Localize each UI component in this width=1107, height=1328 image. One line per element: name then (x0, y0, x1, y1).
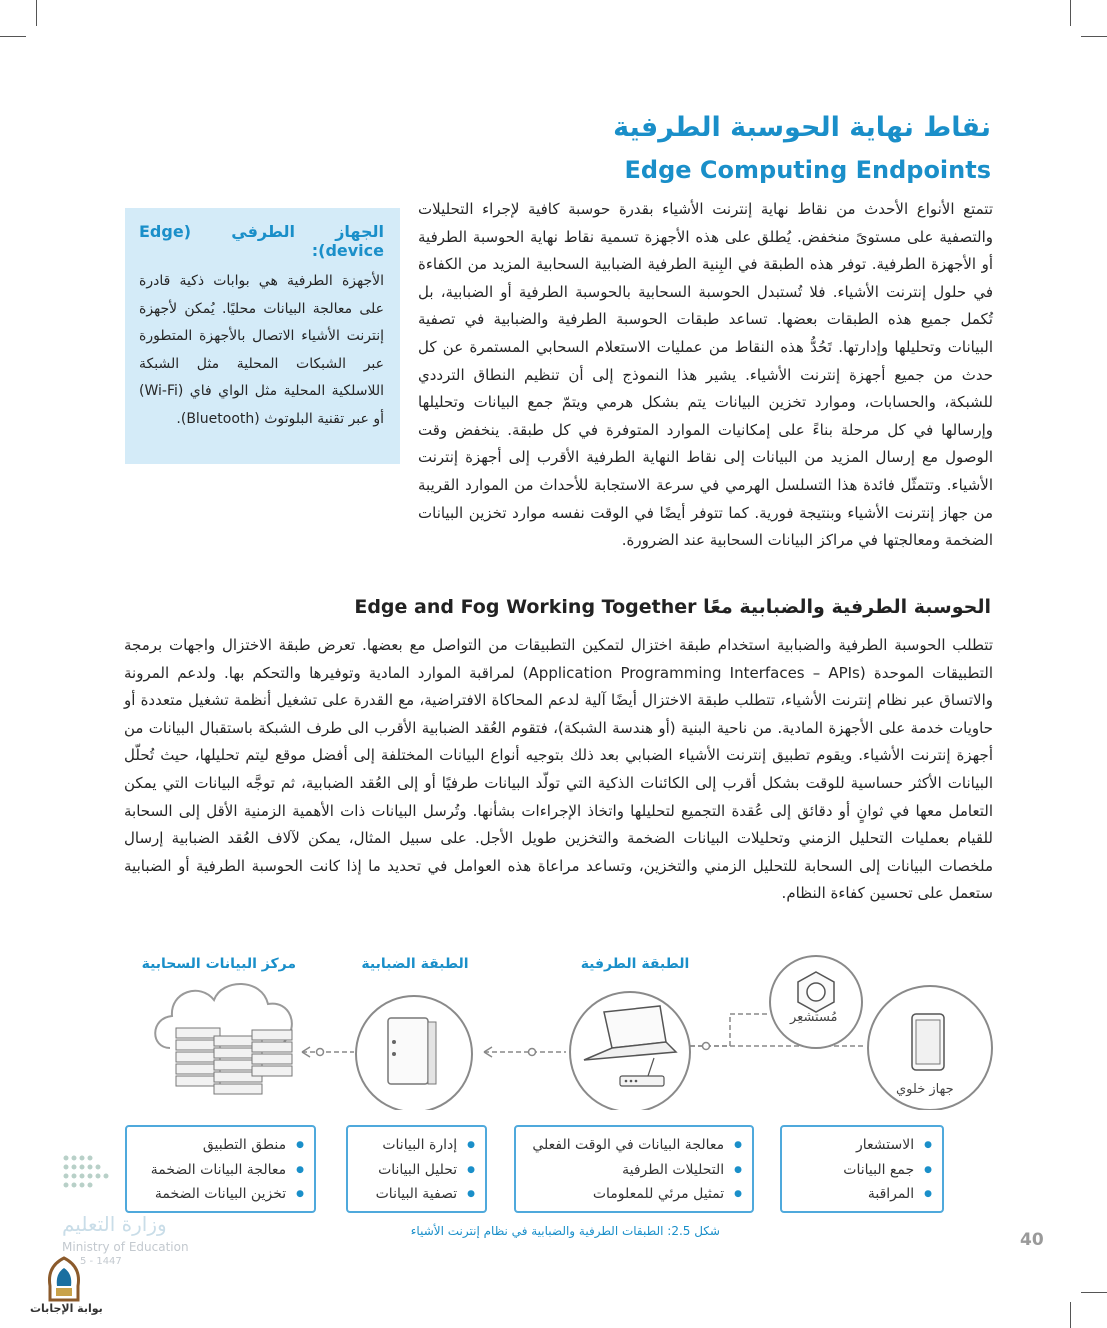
list-item: ● منطق التطبيق (135, 1133, 304, 1158)
section-heading-english: Edge and Fog Working Together (354, 596, 697, 618)
list-item: ● تمثيل مرئي للمعلومات (524, 1182, 742, 1207)
sensor-icon (770, 956, 862, 1048)
crop-mark (36, 0, 37, 26)
list-item: ● تخزين البيانات الضخمة (135, 1182, 304, 1207)
sensor-label: مُستشعِر (790, 1010, 838, 1025)
section-paragraph: تتطلب الحوسبة الطرفية والضبابية استخدام طبقة اختزال لتمكين التطبيقات من التواصل مع بعضها. تعرض طبقة الاختزال واجهات برمجة التطبيقات الموحدة (Application Programming Interfaces – APIs) لمراقبة الموارد المادية وتوفيرها والتحكم بها. ولدعم المرونة والاتساق عبر نظام إنترنت الأشياء، تتطلب طبقة الاختزال أيضًا آلية لدعم المحاكاة الافتراضية، مع القدرة على تشغيل أنظمة تشغيل متعددة أو حاويات خدمة على الأجهزة المادية. من ناحية البنية (أو هندسة الشبكة)، فتقوم العُقد الضبابية الأقرب الى طرف الشبكة باستقبال البيانات من أجهزة إنترنت الأشياء. ويقوم تطبيق إنترنت الأشياء الضبابي بعد ذلك بتوجيه أنواع البيانات المختلفة إلى أفضل موقع ليتم تحليلها، حيث تُحلّل البيانات الأكثر حساسية للوقت بشكل أقرب إلى الكائنات الذكية التي تولّد البيانات طرفيًا أو إلى العُقد الضبابية، ثم توجَّه البيانات التي يمكن التعامل معها في ثوانٍ أو دقائق إلى عُقدة التجميع لتحليلها واتخاذ الإجراءات بشأنها. وتُرسل البيانات ذات الأهمية الزمنية الأقل إلى السحابة للقيام بعمليات التحليل الزمني وتحليلات البيانات الضخمة والتخزين طويل الأجل. على سبيل المثال، يمكن لآلاف العُقد الضبابية إرسال ملخصات البيانات إلى السحابة للتحليل الزمني والتخزين، وتساعد مراعاة هذه العوامل في تحديد ما إذا كانت الحوسبة الطرفية أو الضبابية ستعمل على تحسين كفاءة النظام. (124, 636, 994, 903)
device-layer-box (780, 1125, 944, 1213)
list-item: ● إدارة البيانات (356, 1133, 475, 1158)
list-item: ● التحليلات الطرفية (524, 1158, 742, 1183)
fog-layer-box (346, 1125, 487, 1213)
layer-label-edge: الطبقة الطرفية (580, 956, 690, 972)
crop-mark (1070, 1302, 1071, 1328)
section-heading (291, 596, 991, 618)
list-item: ● معالجة البيانات الضخمة (135, 1158, 304, 1183)
list-item: ● معالجة البيانات في الوقت الفعلي (524, 1133, 742, 1158)
page-title-english: Edge Computing Endpoints (624, 156, 991, 184)
figure-caption: شكل 2.5: الطبقات الطرفية والضبابية في نظام إنترنت الأشياء (410, 1224, 720, 1238)
list-item: ● تحليل البيانات (356, 1158, 475, 1183)
edge-layer-box (514, 1125, 754, 1213)
crop-mark (1081, 36, 1107, 37)
cloud-datacenter-icon (155, 984, 292, 1094)
list-item: ● الاستشعار (790, 1133, 932, 1158)
sidebar-body: الأجهزة الطرفية هي بوابات ذكية قادرة على معالجة البيانات محليًا. يُمكن لأجهزة إنترنت الأشياء الاتصال بالأجهزة المتطورة عبر الشبكات المحلية مثل الشبكة اللاسلكية المحلية مثل الواي فاي (Wi-Fi) أو عبر تقنية البلوتوث (Bluetooth). (139, 273, 384, 427)
mobile-device-label: جهاز خلوي (896, 1082, 954, 1097)
page-number: 40 (1020, 1230, 1044, 1250)
list-item: ● تصفية البيانات (356, 1182, 475, 1207)
list-item: ● جمع البيانات (790, 1158, 932, 1183)
list-item: ● المراقبة (790, 1182, 932, 1207)
arrow-icon (484, 1047, 566, 1057)
sidebar-title: الجهاز الطرفي (Edge device): (139, 222, 384, 260)
ministry-year: 5 - 1447 (80, 1256, 122, 1267)
definition-sidebar (125, 208, 400, 464)
section-heading-arabic: الحوسبة الطرفية والضبابية معًا (703, 596, 991, 618)
arrow-icon (302, 1047, 354, 1057)
portal-logo-icon (44, 1256, 84, 1302)
ministry-logo-icon (62, 1154, 152, 1198)
layer-label-fog: الطبقة الضبابية (361, 956, 469, 972)
fog-node-icon (356, 996, 472, 1110)
page-title-arabic: نقاط نهاية الحوسبة الطرفية (613, 112, 991, 143)
crop-mark (1081, 1292, 1107, 1293)
layer-label-cloud: مركز البيانات السحابية (141, 956, 296, 972)
connector-dot-icon (703, 1043, 710, 1050)
ministry-name-arabic: وزارة التعليم (62, 1212, 167, 1236)
portal-name: بوابة الإجابات (30, 1302, 103, 1315)
edge-node-icon (570, 992, 690, 1110)
cloud-layer-box (125, 1125, 316, 1213)
crop-mark (0, 36, 26, 37)
ministry-name-english: Ministry of Education (62, 1240, 189, 1254)
intro-paragraph: تتمتع الأنواع الأحدث من نقاط نهاية إنترنت الأشياء بقدرة حوسبة كافية لإجراء التحليلات والتصفية على مستوىً منخفض. يُطلق على هذه الأجهزة تسمية نقاط نهاية الحوسبة الطرفية أو الأجهزة الطرفية. توفر هذه الطبقة في البِنية الطرفية الضبابية السحابية المزيد من الكفاءة في حلول إنترنت الأشياء. فلا تُستبدل الحوسبة السحابية بالحوسبة الطرفية أو الضبابية، بل تُكمل جميع هذه الطبقات بعضها. تساعد طبقات الحوسبة الطرفية والضبابية في تصفية البيانات وتحليلها وإدارتها. تَحُدُّ هذه النقاط من عمليات الاستعلام السحابي المستمرة عن كل حدث من جميع أجهزة إنترنت الأشياء. يشير هذا النموذج إلى أن تنظيم النطاق الترددي للشبكة، والحسابات، وموارد تخزين البيانات يتم بشكل هرمي ويتمّ جمع البيانات وتحليلها وإرسالها في كل مرحلة بناءً على إمكانيات الموارد المتوفرة في كل طبقة. ينخفض وقت الوصول مع إرسال المزيد من البيانات إلى نقاط النهاية الطرفية الأقرب إلى أجهزة إنترنت الأشياء. وتتمثّل فائدة هذا التسلسل الهرمي في سرعة الاستجابة للأحداث من الموارد القريبة من جهاز إنترنت الأشياء وبنتيجة فورية. كما تتوفر أيضًا في الوقت نفسه موارد تخزين البيانات الضخمة ومعالجتها في مراكز البيانات السحابية عند الضرورة. (418, 200, 993, 550)
crop-mark (1070, 0, 1071, 26)
